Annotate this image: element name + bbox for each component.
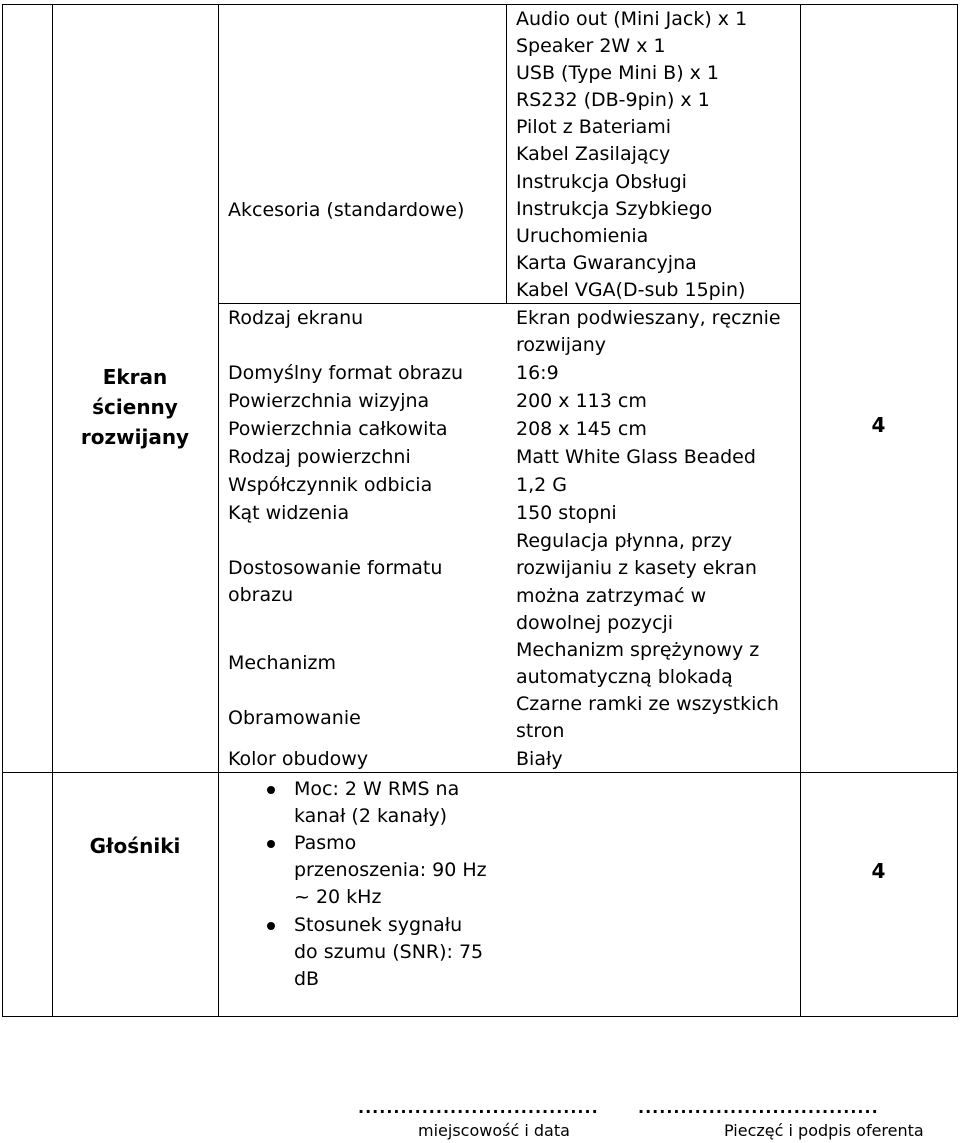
speaker-spec-line: dB [294, 968, 320, 990]
spec-value-mechanism: Mechanizm sprężynowy z [516, 639, 760, 661]
accessories-label: Akcesoria (standardowe) [228, 199, 465, 221]
table-right-border [957, 4, 958, 1017]
accessory-item: Audio out (Mini Jack) x 1 [516, 8, 748, 30]
spec-value-frame: stron [516, 720, 565, 742]
accessory-item: RS232 (DB-9pin) x 1 [516, 89, 710, 111]
spec-label-viewing-area: Powierzchnia wizyjna [228, 390, 430, 412]
screen-quantity: 4 [871, 413, 886, 437]
spec-label-viewing-angle: Kąt widzenia [228, 502, 350, 524]
col-divider-2 [218, 4, 219, 1017]
spec-value-surface-type: Matt White Glass Beaded [516, 446, 756, 468]
spec-value-total-area: 208 x 145 cm [516, 418, 647, 440]
col-divider-1 [52, 4, 53, 1017]
accessory-item: Uruchomienia [516, 225, 649, 247]
screen-category-line: Ekran [102, 365, 168, 389]
speaker-spec-line: kanał (2 kanały) [294, 805, 448, 827]
spec-label-screen-type: Rodzaj ekranu [228, 307, 364, 329]
spec-label-gain: Współczynnik odbicia [228, 474, 433, 496]
accessory-item: Speaker 2W x 1 [516, 35, 666, 57]
spec-label-total-area: Powierzchnia całkowita [228, 418, 448, 440]
bullet-icon [267, 786, 275, 794]
accessory-item: Pilot z Bateriami [516, 116, 672, 138]
spec-value-frame: Czarne ramki ze wszystkich [516, 693, 779, 715]
accessory-item: Karta Gwarancyjna [516, 252, 697, 274]
spec-label-housing-color: Kolor obudowy [228, 748, 369, 770]
speakers-category: Głośniki [89, 834, 181, 858]
row-divider-screen-speakers [2, 772, 958, 773]
spec-value-format-adjust: Regulacja płynna, przy [516, 530, 733, 552]
accessory-item: Instrukcja Szybkiego [516, 198, 713, 220]
bullet-icon [267, 922, 275, 930]
speaker-spec-line: Stosunek sygnału [294, 914, 463, 936]
signature-dotted-line: .................................. [638, 1098, 879, 1117]
speakers-quantity: 4 [871, 859, 886, 883]
accessory-item: Instrukcja Obsługi [516, 171, 687, 193]
accessory-item: Kabel Zasilający [516, 143, 671, 165]
speaker-spec-line: ~ 20 kHz [294, 886, 382, 908]
accessory-item: USB (Type Mini B) x 1 [516, 62, 720, 84]
spec-label-mechanism: Mechanizm [228, 652, 337, 674]
col-divider-3 [506, 4, 507, 304]
spec-value-screen-type: rozwijany [516, 334, 607, 356]
speaker-spec-line: Pasmo [294, 832, 357, 854]
spec-value-mechanism: automatyczną blokadą [516, 666, 733, 688]
table-left-border [2, 4, 3, 1017]
spec-value-viewing-area: 200 x 113 cm [516, 390, 647, 412]
spec-label-format-adjust: Dostosowanie formatu [228, 557, 443, 579]
speaker-spec-line: przenoszenia: 90 Hz [294, 859, 487, 881]
bullet-icon [267, 840, 275, 848]
place-date-caption: miejscowość i data [418, 1121, 570, 1140]
spec-value-format-adjust: dowolnej pozycji [516, 612, 674, 634]
table-bottom-border [2, 1016, 958, 1017]
stamp-signature-caption: Pieczęć i podpis oferenta [724, 1121, 924, 1140]
spec-value-screen-type: Ekran podwieszany, ręcznie [516, 307, 781, 329]
speaker-spec-line: Moc: 2 W RMS na [294, 778, 460, 800]
screen-category-line: ścienny [92, 395, 178, 419]
spec-value-format-adjust: można zatrzymać w [516, 585, 707, 607]
spec-value-viewing-angle: 150 stopni [516, 502, 617, 524]
spec-value-default-format: 16:9 [516, 362, 559, 384]
speaker-spec-line: do szumu (SNR): 75 [294, 941, 484, 963]
spec-value-format-adjust: rozwijaniu z kasety ekran [516, 557, 757, 579]
accessory-item: Kabel VGA(D-sub 15pin) [516, 279, 746, 301]
spec-label-default-format: Domyślny format obrazu [228, 362, 464, 384]
spec-label-frame: Obramowanie [228, 707, 361, 729]
spec-label-format-adjust: obrazu [228, 584, 294, 606]
place-date-dotted-line: .................................. [358, 1098, 599, 1117]
spec-value-housing-color: Biały [516, 748, 563, 770]
table-top-border [2, 4, 958, 5]
screen-category-line: rozwijany [80, 425, 190, 449]
spec-value-gain: 1,2 G [516, 474, 567, 496]
spec-label-surface-type: Rodzaj powierzchni [228, 446, 411, 468]
